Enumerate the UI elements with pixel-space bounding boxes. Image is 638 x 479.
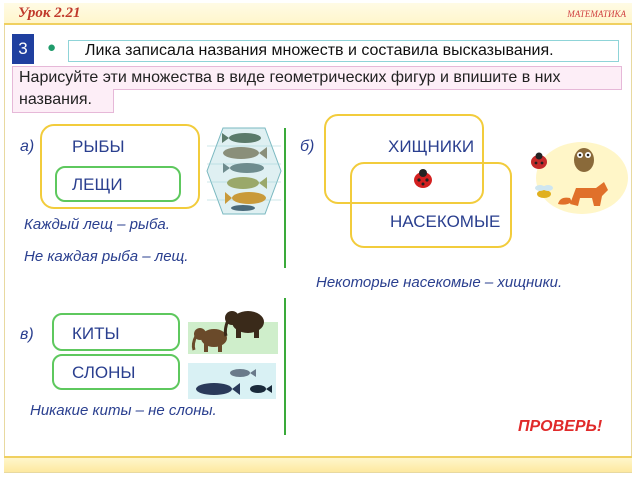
divider-bc: [284, 298, 286, 435]
ladybug-icon: [410, 168, 436, 190]
statement-a2: Не каждая рыба – лещ.: [24, 248, 189, 265]
predators-animals-icon: [520, 138, 630, 218]
task-text-line3: названия.: [12, 89, 114, 113]
set-elephants-label: СЛОНЫ: [72, 363, 136, 382]
part-c-label: в): [20, 326, 34, 343]
elephants-icon: [188, 304, 280, 354]
task-text-line1: Лика записала названия множеств и составила высказывания.: [68, 40, 619, 62]
set-insects-label: НАСЕКОМЫЕ: [390, 212, 501, 231]
statement-a1: Каждый лещ – рыба.: [24, 216, 170, 233]
check-button[interactable]: ПРОВЕРЬ!: [518, 418, 603, 435]
set-whales-label: КИТЫ: [72, 324, 120, 343]
set-bream-label: ЛЕЩИ: [72, 175, 123, 194]
fish-group-icon: [205, 126, 283, 216]
part-b-label: б): [300, 138, 315, 155]
divider-ab: [284, 128, 286, 268]
header-bar: [4, 3, 632, 25]
whales-icon: [188, 363, 276, 399]
subject-label: МАТЕМАТИКА: [567, 9, 626, 19]
statement-b: Некоторые насекомые – хищники.: [316, 274, 563, 291]
statement-c: Никакие киты – не слоны.: [30, 402, 217, 419]
footer-bar: [4, 456, 632, 472]
lesson-title: Урок 2.21: [18, 5, 81, 21]
part-a-label: а): [20, 138, 35, 155]
bullet-icon: ●: [47, 39, 57, 56]
set-fish-label: РЫБЫ: [72, 137, 125, 156]
set-predators-label: ХИЩНИКИ: [388, 137, 475, 156]
task-text-line2: Нарисуйте эти множества в виде геометрических фигур и впишите в них: [12, 66, 622, 90]
task-number: 3: [12, 34, 34, 64]
